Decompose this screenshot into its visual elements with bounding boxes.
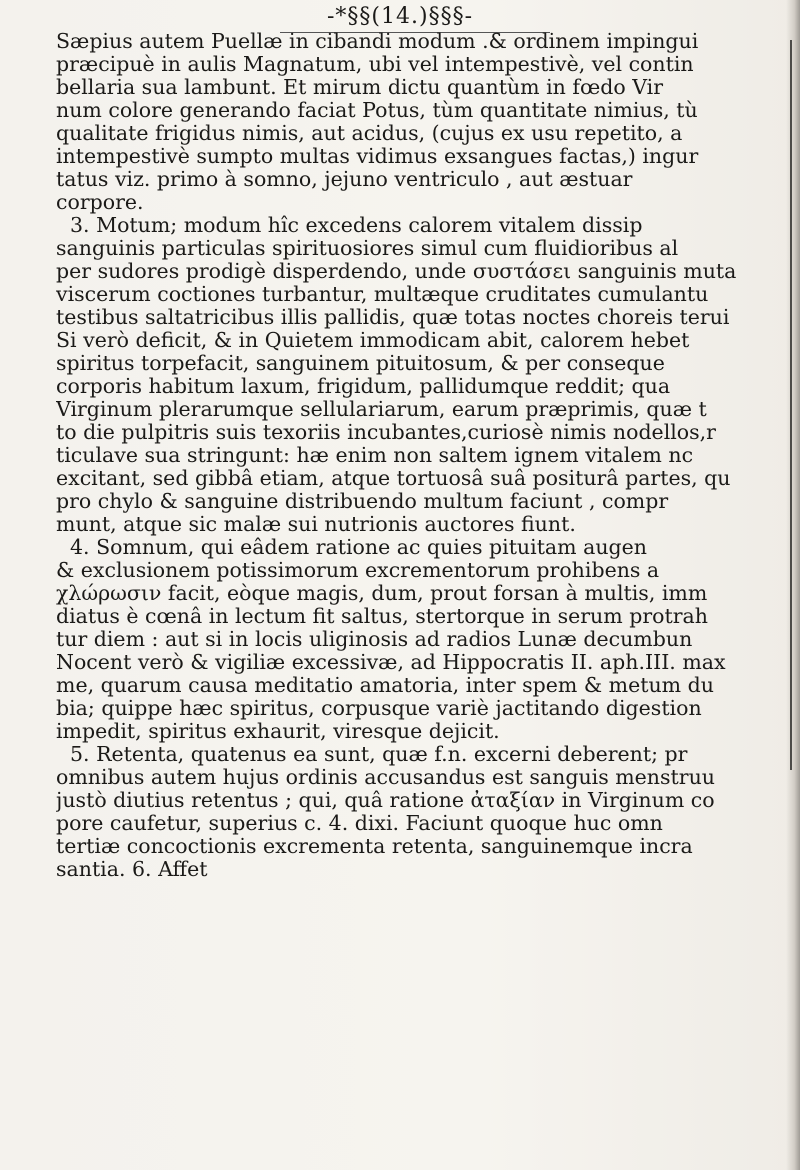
text-line: omnibus autem hujus ordinis accusandus est sanguis menstruu (56, 766, 715, 789)
text-line: sanguinis particulas spirituosiores simul cum fluidioribus al (56, 237, 679, 260)
text-line: testibus saltatricibus illis pallidis, quæ totas noctes choreis terui (56, 306, 730, 329)
text-line: santia. 6. Affet (56, 858, 208, 881)
text-line: tur diem : aut si in locis uliginosis ad radios Lunæ decumbun (56, 628, 693, 651)
text-line: per sudores prodigè disperdendo, unde συστάσει sanguinis muta (56, 260, 737, 283)
text-line: bia; quippe hæc spiritus, corpusque variè jactitando digestion (56, 697, 702, 720)
text-line: 3. Motum; modum hîc excedens calorem vitalem dissip (70, 214, 643, 237)
text-line: qualitate frigidus nimis, aut acidus, (cujus ex usu repetito, a (56, 122, 683, 145)
text-line: excitant, sed gibbâ etiam, atque tortuosâ suâ positurâ partes, qu (56, 467, 731, 490)
text-line: viscerum coctiones turbantur, multæque cruditates cumulantu (56, 283, 709, 306)
text-line: & exclusionem potissimorum excrementorum prohibens a (56, 559, 660, 582)
text-line: munt, atque sic malæ sui nutrionis auctores fiunt. (56, 513, 576, 536)
page-header (250, 2, 550, 32)
text-line: χλώρωσιν facit, eòque magis, dum, prout forsan à multis, imm (56, 582, 708, 605)
text-line: Nocent verò & vigiliæ excessivæ, ad Hippocratis II. aph.III. max (56, 651, 726, 674)
text-line: pore caufetur, superius c. 4. dixi. Faciunt quoque huc omn (56, 812, 663, 835)
text-line: corpore. (56, 191, 144, 214)
page-gutter-shadow (786, 0, 800, 1170)
page-number-ornament: -*§§(14.)§§§- (326, 4, 474, 29)
text-line: 4. Somnum, qui eâdem ratione ac quies pituitam augen (70, 536, 647, 559)
text-line: to die pulpitris suis texoriis incubantes,curiosè nimis nodellos,r (56, 421, 716, 444)
text-line: diatus è cœnâ in lectum fit saltus, stertorque in serum protrah (56, 605, 708, 628)
text-line: 5. Retenta, quatenus ea sunt, quæ f.n. excerni deberent; pr (70, 743, 688, 766)
text-line: impedit, spiritus exhaurit, viresque dejicit. (56, 720, 500, 743)
text-line: præcipuè in aulis Magnatum, ubi vel intempestivè, vel contin (56, 53, 694, 76)
text-line: num colore generando faciat Potus, tùm quantitate nimius, tù (56, 99, 698, 122)
body-text (56, 30, 792, 881)
text-line: Si verò deficit, & in Quietem immodicam abit, calorem hebet (56, 329, 690, 352)
text-line: Sæpius autem Puellæ in cibandi modum .& ordinem impingui (56, 30, 699, 53)
text-line: tatus viz. primo à somno, jejuno ventriculo , aut æstuar (56, 168, 633, 191)
text-line: tertiæ concoctionis excrementa retenta, sanguinemque incra (56, 835, 693, 858)
text-line: intempestivè sumpto multas vidimus exsangues factas,) ingur (56, 145, 699, 168)
text-line: ticulave sua stringunt: hæ enim non saltem ignem vitalem nc (56, 444, 694, 467)
text-line: corporis habitum laxum, frigidum, pallidumque reddit; qua (56, 375, 671, 398)
text-line: Virginum plerarumque sellulariarum, earum præprimis, quæ t (56, 398, 707, 421)
text-line: spiritus torpefacit, sanguinem pituitosum, & per conseque (56, 352, 665, 375)
text-line: bellaria sua lambunt. Et mirum dictu quantùm in fœdo Vir (56, 76, 664, 99)
text-line: justò diutius retentus ; qui, quâ ratione ἀταξίαν in Virginum co (56, 789, 715, 812)
text-line: pro chylo & sanguine distribuendo multum faciunt , compr (56, 490, 669, 513)
text-line: me, quarum causa meditatio amatoria, inter spem & metum du (56, 674, 714, 697)
